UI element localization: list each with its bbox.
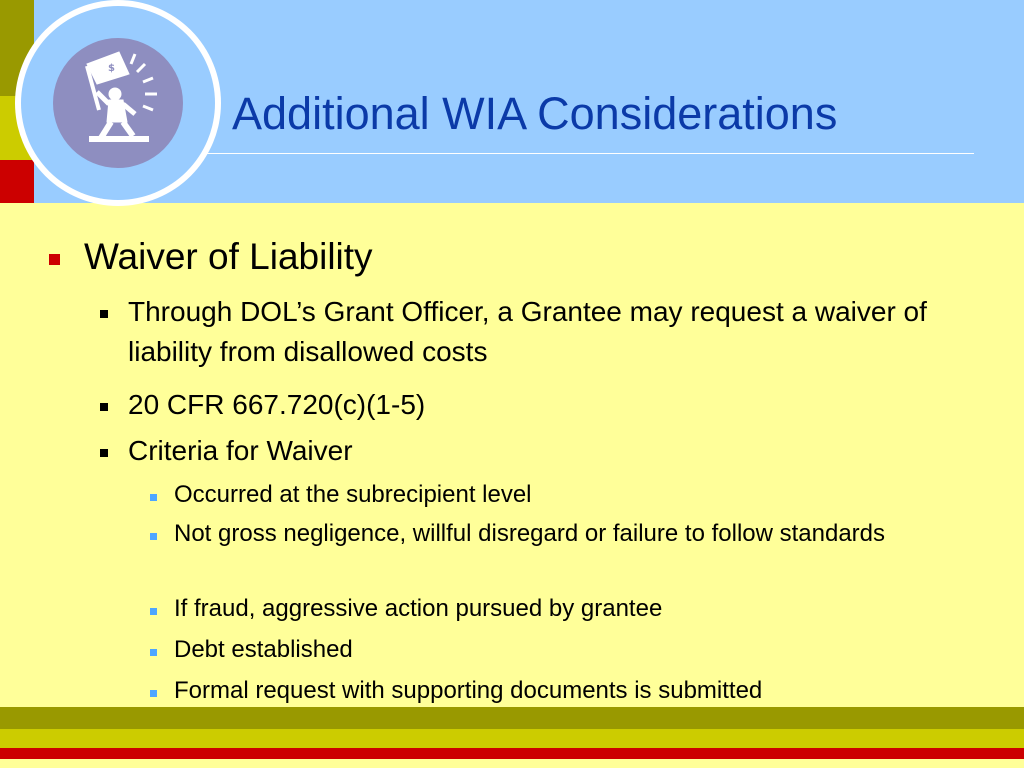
- footer-band-olive: [0, 707, 1024, 729]
- criteria-item: If fraud, aggressive action pursued by grantee: [174, 595, 663, 622]
- criteria-item: Debt established: [174, 636, 353, 663]
- blue-square-bullet: [150, 608, 157, 615]
- criteria-item: Occurred at the subrecipient level: [174, 481, 532, 508]
- black-square-bullet: [100, 403, 108, 411]
- footer-band-red: [0, 748, 1024, 759]
- criteria-item: Not gross negligence, willful disregard or failure to follow standards: [174, 520, 886, 547]
- blue-square-bullet: [150, 494, 157, 501]
- slide-title: Additional WIA Considerations: [232, 88, 838, 139]
- criteria-item: Formal request with supporting documents is submitted: [174, 677, 763, 704]
- blue-square-bullet: [150, 533, 157, 540]
- black-square-bullet: [100, 310, 108, 318]
- bullet-criteria-for-waiver: Criteria for Waiver: [128, 435, 353, 466]
- footer-band-yellow: [0, 729, 1024, 748]
- red-square-bullet: [49, 254, 60, 265]
- bullet-waiver-of-liability: Waiver of Liability: [84, 236, 373, 277]
- bullet-cfr-reference: 20 CFR 667.720(c)(1-5): [128, 389, 426, 420]
- black-square-bullet: [100, 449, 108, 457]
- blue-square-bullet: [150, 690, 157, 697]
- footer-band-pale: [0, 759, 1024, 768]
- svg-text:$: $: [108, 63, 115, 74]
- bullet-dol-grant-officer: Through DOL’s Grant Officer, a Grantee may request a waiver of liability from disallowed costs: [128, 296, 927, 367]
- blue-square-bullet: [150, 649, 157, 656]
